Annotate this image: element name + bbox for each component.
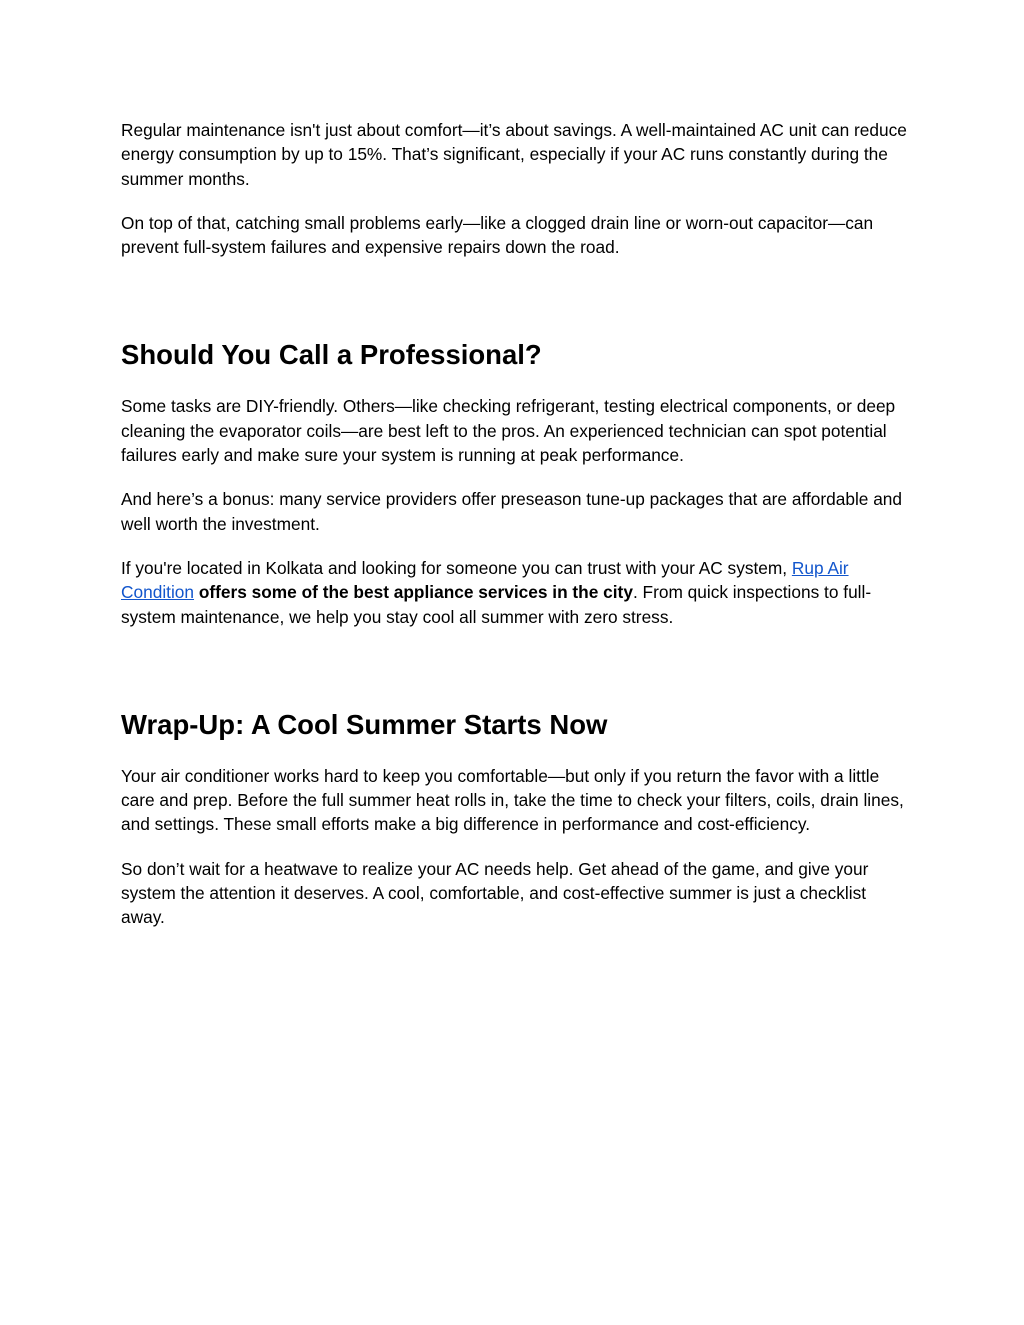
heading-call-professional: Should You Call a Professional? xyxy=(121,339,542,371)
wrapup-paragraph-care: Your air conditioner works hard to keep you comfortable—but only if you return the favor with a little care and prep. Before the full summer heat rolls in, take the time to check your filters, coils, drain lines, and settings. These small efforts make a big difference in performance and cost-efficiency. xyxy=(121,765,904,835)
professional-paragraph-bonus: And here’s a bonus: many service providers offer preseason tune-up packages that are affordable and well worth the investment. xyxy=(121,489,903,534)
heading-wrap-up: Wrap-Up: A Cool Summer Starts Now xyxy=(121,708,608,740)
kolkata-text-intro: If you're located in Kolkata and looking for someone you can trust with your AC system, xyxy=(121,557,792,578)
professional-paragraph-kolkata xyxy=(121,556,911,629)
wrapup-paragraph-heatwave: So don’t wait for a heatwave to realize your AC needs help. Get ahead of the game, and give your system the attention it deserves. A cool, comfortable, and cost-effective summer is just a checklist away. xyxy=(121,858,869,928)
intro-paragraph-early-problems: On top of that, catching small problems early—like a clogged drain line or worn-out capacitor—can prevent full-system failures and expensive repairs down the road. xyxy=(121,212,874,258)
intro-paragraph-savings: Regular maintenance isn't just about comfort—it’s about savings. A well-maintained AC unit can reduce energy consumption by up to 15%. That’s significant, especially if your AC runs constantly during the summer months. xyxy=(121,120,907,189)
professional-paragraph-tasks: Some tasks are DIY-friendly. Others—like checking refrigerant, testing electrical components, or deep cleaning the evaporator coils—are best left to the pros. An experienced technician can spot potential failures early and make sure your system is running at peak performance. xyxy=(121,396,896,466)
document-page xyxy=(121,118,911,930)
kolkata-bold-claim: offers some of the best appliance services in the city xyxy=(198,582,633,603)
rup-air-condition-link[interactable]: Rup Air Condition xyxy=(121,557,849,603)
kolkata-text-outro: . From quick inspections to full-system maintenance, we help you stay cool all summer with zero stress. xyxy=(121,582,872,627)
